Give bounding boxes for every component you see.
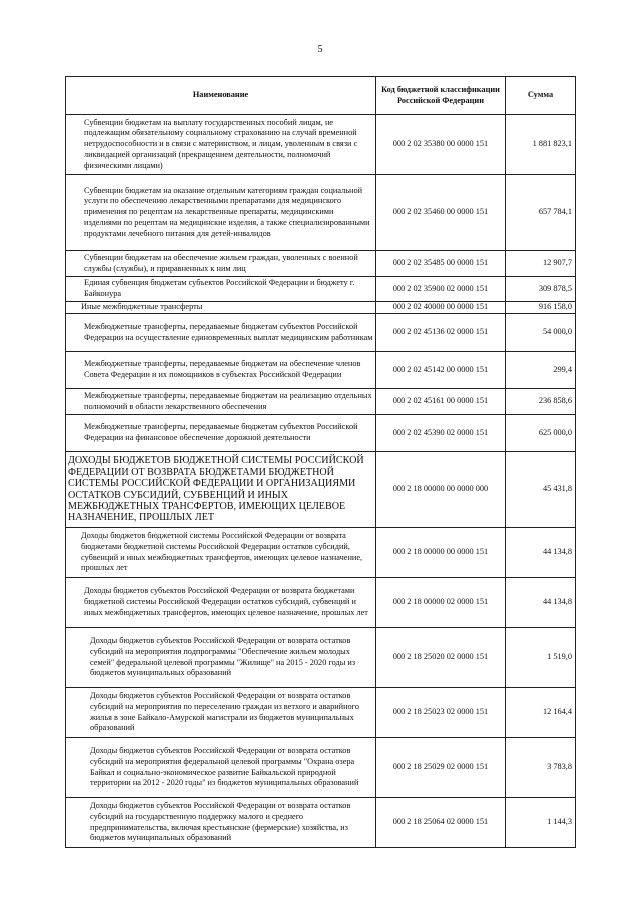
row-code: 000 2 18 25029 02 0000 151 [376,738,506,798]
row-sum: 236 858,6 [506,389,576,415]
row-code: 000 2 02 40000 00 0000 151 [376,302,506,314]
row-name: Доходы бюджетов субъектов Российской Федерации от возврата остатков субсидий на мероприятия по переселению граждан из ветхого и аварийного жилья в зоне Байкало-Амурской магистрали из бюджетов муниципальных образований [66,688,376,738]
row-code: 000 2 18 00000 00 0000 151 [376,528,506,578]
row-code: 000 2 02 45390 02 0000 151 [376,415,506,452]
row-code: 000 2 02 35380 00 0000 151 [376,115,506,175]
table-row [66,115,576,175]
table-row [66,352,576,389]
row-name: Субвенции бюджетам на обеспечение жильем граждан, уволенных с военной службы (службы), и приравненных к ним лиц [66,251,376,277]
table-row [66,628,576,688]
row-sum: 3 783,8 [506,738,576,798]
row-name: Межбюджетные трансферты, передаваемые бюджетам на реализацию отдельных полномочий в области лекарственного обеспечения [66,389,376,415]
row-code: 000 2 18 00000 02 0000 151 [376,578,506,628]
table-row [66,415,576,452]
table-row [66,277,576,302]
row-code: 000 2 18 00000 00 0000 000 [376,452,506,528]
row-code: 000 2 02 45161 00 0000 151 [376,389,506,415]
row-code: 000 2 18 25023 02 0000 151 [376,688,506,738]
row-sum: 12 164,4 [506,688,576,738]
table-row [66,302,576,314]
row-sum: 1 144,3 [506,798,576,848]
row-sum: 12 907,7 [506,251,576,277]
row-code: 000 2 18 25020 02 0000 151 [376,628,506,688]
table-header-row [66,77,576,115]
header-name: Наименование [66,77,376,115]
row-sum: 54 000,0 [506,314,576,352]
row-name: Доходы бюджетов субъектов Российской Федерации от возврата остатков субсидий на мероприятия подпрограммы "Обеспечение жильем молодых семей" федеральной целевой программы "Жилище" на 2015 - 2020 годы из бюджетов муниципальных образований [66,628,376,688]
row-name: Межбюджетные трансферты, передаваемые бюджетам субъектов Российской Федерации на финансовое обеспечение дорожной деятельности [66,415,376,452]
table-row [66,738,576,798]
row-name: Межбюджетные трансферты, передаваемые бюджетам субъектов Российской Федерации на осуществление единовременных выплат медицинским работникам [66,314,376,352]
header-sum: Сумма [506,77,576,115]
page-number: 5 [317,44,323,55]
row-name: Единая субвенция бюджетам субъектов Российской Федерации и бюджету г. Байконура [66,277,376,302]
row-sum: 45 431,8 [506,452,576,528]
row-name: Субвенции бюджетам на выплату государственных пособий лицам, не подлежащим обязательному социальному страхованию на случай временной нетрудоспособности и в связи с материнством, и лицам, уволенным в связи с ликвидацией организаций (прекращением деятельности, полномочий физическими лицами) [66,115,376,175]
row-code: 000 2 02 35900 02 0000 151 [376,277,506,302]
row-sum: 309 878,5 [506,277,576,302]
row-code: 000 2 18 25064 02 0000 151 [376,798,506,848]
table-row [66,251,576,277]
row-name: Доходы бюджетов субъектов Российской Федерации от возврата остатков субсидий на мероприятия федеральной целевой программы "Охрана озера Байкал и социально-экономическое развитие Байкальской природной территории на 2012 - 2020 годы" из бюджетов муниципальных образований [66,738,376,798]
row-name: Доходы бюджетов бюджетной системы Российской Федерации от возврата бюджетами бюджетной системы Российской Федерации остатков субсидий, субвенций и иных межбюджетных трансфертов, имеющих целевое назначение, прошлых лет [66,528,376,578]
row-name: ДОХОДЫ БЮДЖЕТОВ БЮДЖЕТНОЙ СИСТЕМЫ РОССИЙСКОЙ ФЕДЕРАЦИИ ОТ ВОЗВРАТА БЮДЖЕТАМИ БЮДЖЕТНОЙ СИСТЕМЫ РОССИЙСКОЙ ФЕДЕРАЦИИ И ОРГАНИЗАЦИЯМИ ОСТАТКОВ СУБСИДИЙ, СУБВЕНЦИЙ И ИНЫХ МЕЖБЮДЖЕТНЫХ ТРАНСФЕРТОВ, ИМЕЮЩИХ ЦЕЛЕВОЕ НАЗНАЧЕНИЕ, ПРОШЛЫХ ЛЕТ [66,452,376,528]
table-row [66,389,576,415]
row-sum: 1 881 823,1 [506,115,576,175]
row-sum: 44 134,8 [506,528,576,578]
row-sum: 44 134,8 [506,578,576,628]
row-name: Доходы бюджетов субъектов Российской Федерации от возврата бюджетами бюджетной системы Российской Федерации остатков субсидий, субвенций и иных межбюджетных трансфертов, имеющих целевое назначение, прошлых лет [66,578,376,628]
table-row [66,452,576,528]
row-code: 000 2 02 45136 02 0000 151 [376,314,506,352]
header-code: Код бюджетной классификации Российской Федерации [376,77,506,115]
row-name: Межбюджетные трансферты, передаваемые бюджетам на обеспечение членов Совета Федерации и их помощников в субъектах Российской Федерации [66,352,376,389]
row-name: Иные межбюджетные трансферты [66,302,376,314]
row-sum: 1 519,0 [506,628,576,688]
budget-table [65,76,576,848]
row-name: Доходы бюджетов субъектов Российской Федерации от возврата остатков субсидий на государственную поддержку малого и среднего предпринимательства, включая крестьянские (фермерские) хозяйства, из бюджетов муниципальных образований [66,798,376,848]
table-row [66,175,576,251]
row-sum: 916 158,0 [506,302,576,314]
row-code: 000 2 02 35460 00 0000 151 [376,175,506,251]
row-code: 000 2 02 45142 00 0000 151 [376,352,506,389]
row-sum: 657 784,1 [506,175,576,251]
table-row [66,314,576,352]
table-row [66,688,576,738]
table-row [66,798,576,848]
row-name: Субвенции бюджетам на оказание отдельным категориям граждан социальной услуги по обеспечению лекарственными препаратами для медицинского применения по рецептам на лекарственные препараты, медицинскими изделиями по рецептам на медицинские изделия, а также специализированными продуктами лечебного питания для детей-инвалидов [66,175,376,251]
row-sum: 299,4 [506,352,576,389]
table-row [66,528,576,578]
table-row [66,578,576,628]
row-code: 000 2 02 35485 00 0000 151 [376,251,506,277]
row-sum: 625 000,0 [506,415,576,452]
